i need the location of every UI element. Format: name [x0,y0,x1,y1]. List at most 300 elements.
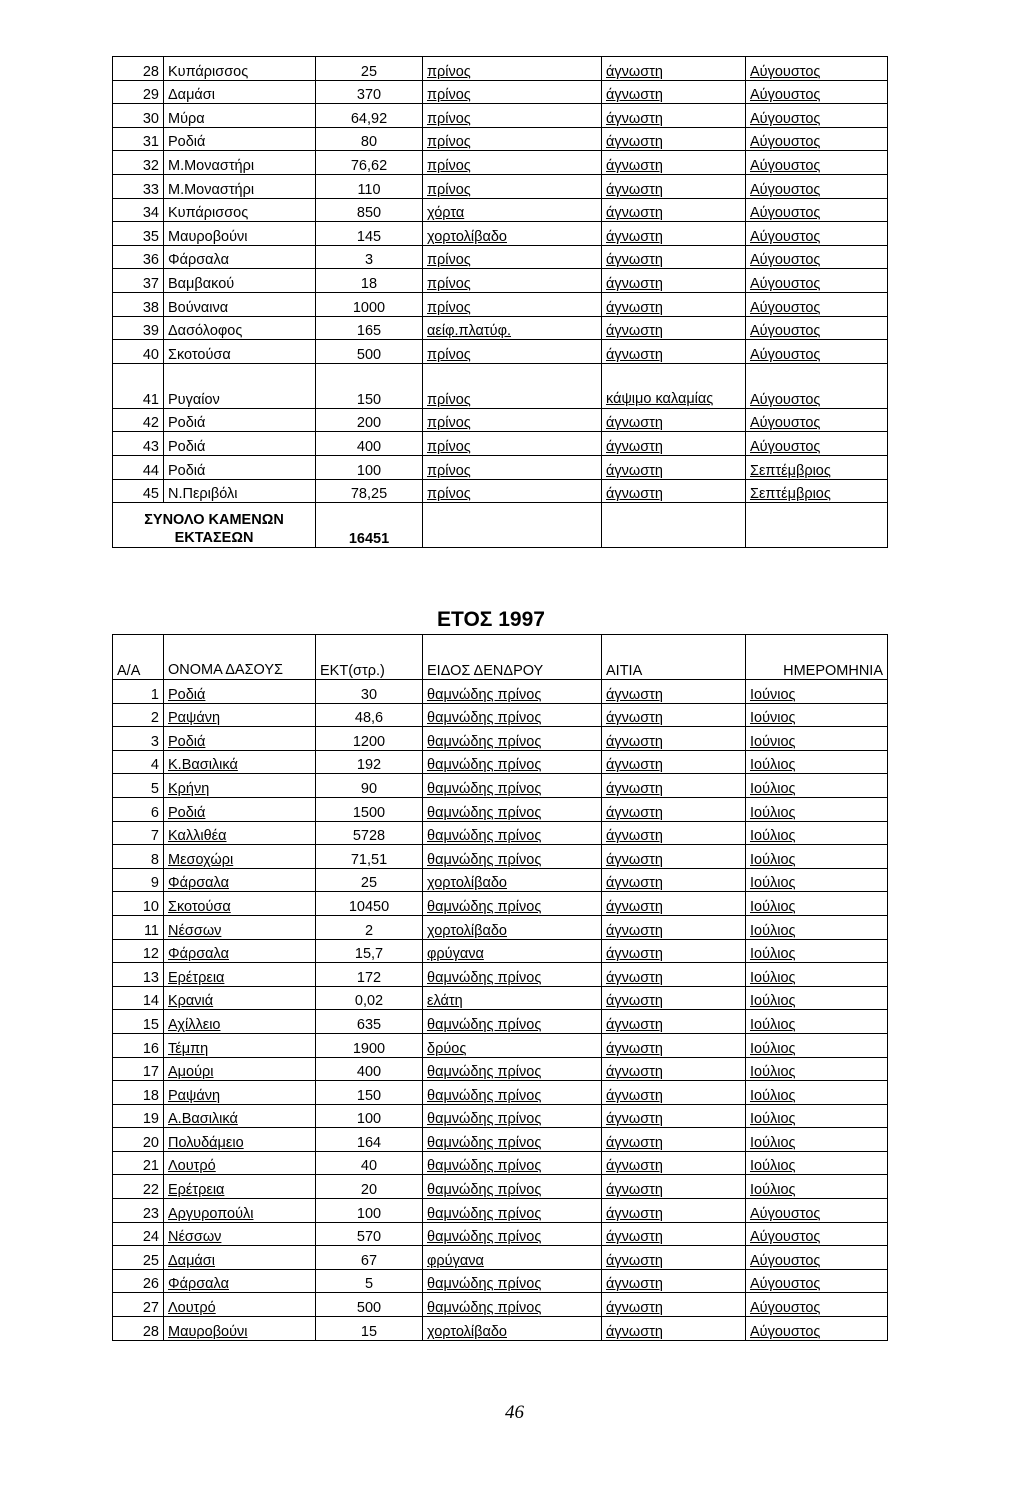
cell-forest-name: Λουτρό [164,1293,316,1317]
table-row [113,797,888,821]
table-row [113,1246,888,1270]
cell-forest-name: Λουτρό [164,1151,316,1175]
cell-row-number: 22 [113,1175,164,1199]
table-row [113,1175,888,1199]
cell-tree-type: ελάτη [423,986,602,1010]
cell-row-number: 44 [113,455,164,479]
cell-area: 64,92 [316,104,423,128]
cell-month: Ιούλιος [746,1081,888,1105]
cell-tree-type: χορτολίβαδο [423,222,602,246]
cell-tree-type: θαμνώδης πρίνος [423,797,602,821]
cell-row-number: 28 [113,57,164,81]
cell-month: Αύγουστος [746,363,888,408]
cell-forest-name: Δασόλοφος [164,316,316,340]
cell-forest-name: Σκοτούσα [164,892,316,916]
cell-forest-name: Ερέτρεια [164,963,316,987]
cell-area: 100 [316,455,423,479]
cell-area: 76,62 [316,151,423,175]
cell-forest-name: Αχίλλειο [164,1010,316,1034]
table-row [113,774,888,798]
cell-row-number: 4 [113,750,164,774]
cell-forest-name: Φάρσαλα [164,868,316,892]
cell-row-number: 11 [113,915,164,939]
cell-forest-name: Αμούρι [164,1057,316,1081]
cell-cause: άγνωστη [602,703,746,727]
table-row [113,986,888,1010]
cell-forest-name: Φάρσαλα [164,245,316,269]
cell-cause: άγνωστη [602,892,746,916]
cell-forest-name: Δαμάσι [164,80,316,104]
cell-area: 40 [316,1151,423,1175]
cell-cause: άγνωστη [602,316,746,340]
cell-month: Αύγουστος [746,408,888,432]
cell-cause: άγνωστη [602,1199,746,1223]
cell-cause: άγνωστη [602,80,746,104]
cell-month: Αύγουστος [746,1199,888,1223]
fires-1997-body [113,680,888,1341]
cell-row-number: 40 [113,340,164,364]
cell-forest-name: Κρανιά [164,986,316,1010]
table-row [113,1057,888,1081]
table-row [113,868,888,892]
cell-row-number: 7 [113,821,164,845]
cell-tree-type: πρίνος [423,245,602,269]
cell-row-number: 33 [113,174,164,198]
cell-tree-type: θαμνώδης πρίνος [423,1199,602,1223]
table-row [113,750,888,774]
cell-row-number: 27 [113,1293,164,1317]
cell-area: 165 [316,316,423,340]
cell-forest-name: Ν.Περιβόλι [164,479,316,503]
table-row [113,174,888,198]
table-row [113,1222,888,1246]
table-row [113,821,888,845]
cell-area: 5 [316,1269,423,1293]
cell-area: 150 [316,363,423,408]
table-row [113,340,888,364]
cell-tree-type: θαμνώδης πρίνος [423,845,602,869]
cell-cause: άγνωστη [602,1246,746,1270]
cell-row-number: 1 [113,680,164,704]
table-row [113,104,888,128]
cell-cause: άγνωστη [602,1293,746,1317]
fires-table-1997 [112,634,888,1341]
cell-area: 10450 [316,892,423,916]
cell-area: 635 [316,1010,423,1034]
cell-tree-type: θαμνώδης πρίνος [423,1128,602,1152]
table-row [113,479,888,503]
cell-tree-type: πρίνος [423,127,602,151]
table-row [113,1104,888,1128]
cell-row-number: 18 [113,1081,164,1105]
cell-forest-name: Ροδιά [164,432,316,456]
cell-tree-type: πρίνος [423,57,602,81]
cell-tree-type: θαμνώδης πρίνος [423,1081,602,1105]
cell-area: 192 [316,750,423,774]
fires-table-body [113,57,888,503]
cell-cause: άγνωστη [602,432,746,456]
cell-row-number: 42 [113,408,164,432]
cell-month: Ιούλιος [746,868,888,892]
cell-area: 0,02 [316,986,423,1010]
cell-forest-name: Μύρα [164,104,316,128]
cell-tree-type: θαμνώδης πρίνος [423,1010,602,1034]
cell-area: 1900 [316,1033,423,1057]
cell-month: Αύγουστος [746,1293,888,1317]
cell-area: 5728 [316,821,423,845]
cell-row-number: 5 [113,774,164,798]
cell-month: Αύγουστος [746,340,888,364]
cell-area: 400 [316,1057,423,1081]
cell-forest-name: Μαυροβούνι [164,1317,316,1341]
cell-tree-type: θαμνώδης πρίνος [423,963,602,987]
cell-cause: άγνωστη [602,727,746,751]
cell-forest-name: Βαμβακού [164,269,316,293]
table-row [113,1010,888,1034]
cell-month: Ιούλιος [746,750,888,774]
cell-cause: άγνωστη [602,986,746,1010]
cell-row-number: 26 [113,1269,164,1293]
cell-tree-type: θαμνώδης πρίνος [423,892,602,916]
cell-forest-name: Μαυροβούνι [164,222,316,246]
cell-area: 370 [316,80,423,104]
table-row [113,892,888,916]
cell-cause: άγνωστη [602,1010,746,1034]
table-row [113,292,888,316]
header-cause: ΑΙΤΙΑ [602,635,746,680]
cell-area: 164 [316,1128,423,1152]
cell-month: Αύγουστος [746,151,888,175]
cell-row-number: 21 [113,1151,164,1175]
cell-cause: άγνωστη [602,963,746,987]
cell-month: Ιούλιος [746,892,888,916]
cell-cause: άγνωστη [602,750,746,774]
table-row [113,845,888,869]
cell-month: Ιούλιος [746,774,888,798]
cell-cause: άγνωστη [602,868,746,892]
cell-area: 18 [316,269,423,293]
table-row [113,408,888,432]
year-heading: ΕΤΟΣ 1997 [437,608,545,631]
cell-cause: άγνωστη [602,1128,746,1152]
cell-month: Σεπτέμβριος [746,479,888,503]
cell-forest-name: Φάρσαλα [164,1269,316,1293]
cell-tree-type: πρίνος [423,479,602,503]
cell-area: 90 [316,774,423,798]
cell-forest-name: Βούναινα [164,292,316,316]
cell-month: Ιούνιος [746,727,888,751]
cell-forest-name: Ροδιά [164,455,316,479]
table-row [113,1317,888,1341]
cell-forest-name: Καλλιθέα [164,821,316,845]
cell-month: Αύγουστος [746,127,888,151]
cell-tree-type: φρύγανα [423,939,602,963]
cell-cause: άγνωστη [602,821,746,845]
cell-row-number: 9 [113,868,164,892]
cell-cause: άγνωστη [602,198,746,222]
empty-cell [746,503,888,548]
cell-month: Αύγουστος [746,1269,888,1293]
cell-area: 3 [316,245,423,269]
cell-row-number: 3 [113,727,164,751]
cell-tree-type: θαμνώδης πρίνος [423,680,602,704]
cell-row-number: 24 [113,1222,164,1246]
cell-month: Αύγουστος [746,80,888,104]
cell-row-number: 2 [113,703,164,727]
cell-area: 20 [316,1175,423,1199]
table-row [113,915,888,939]
table-row [113,316,888,340]
cell-forest-name: Νέσσων [164,915,316,939]
cell-tree-type: θαμνώδης πρίνος [423,1222,602,1246]
cell-area: 15,7 [316,939,423,963]
cell-forest-name: Κυπάρισσος [164,198,316,222]
cell-month: Ιούλιος [746,797,888,821]
cell-area: 100 [316,1199,423,1223]
cell-cause: άγνωστη [602,1057,746,1081]
cell-cause: άγνωστη [602,127,746,151]
cell-area: 850 [316,198,423,222]
cell-area: 1000 [316,292,423,316]
table-row [113,151,888,175]
cell-area: 200 [316,408,423,432]
cell-row-number: 6 [113,797,164,821]
table-row [113,1269,888,1293]
cell-month: Αύγουστος [746,104,888,128]
cell-month: Αύγουστος [746,174,888,198]
cell-row-number: 38 [113,292,164,316]
cell-row-number: 45 [113,479,164,503]
cell-tree-type: αείφ.πλατύφ. [423,316,602,340]
cell-area: 2 [316,915,423,939]
table-row [113,57,888,81]
header-area: ΕΚΤ(στρ.) [316,635,423,680]
cell-area: 15 [316,1317,423,1341]
cell-tree-type: πρίνος [423,340,602,364]
cell-area: 30 [316,680,423,704]
cell-area: 150 [316,1081,423,1105]
cell-cause: άγνωστη [602,915,746,939]
cell-forest-name: Σκοτούσα [164,340,316,364]
cell-tree-type: πρίνος [423,363,602,408]
table-row [113,727,888,751]
cell-area: 400 [316,432,423,456]
cell-row-number: 39 [113,316,164,340]
cell-forest-name: Ροδιά [164,797,316,821]
header-row [113,635,888,680]
cell-cause: άγνωστη [602,269,746,293]
cell-cause: άγνωστη [602,57,746,81]
cell-area: 145 [316,222,423,246]
table-row [113,245,888,269]
cell-cause: άγνωστη [602,1081,746,1105]
cell-tree-type: θαμνώδης πρίνος [423,821,602,845]
table-row [113,1151,888,1175]
cell-tree-type: χόρτα [423,198,602,222]
cell-row-number: 20 [113,1128,164,1152]
header-forest-name: ΟΝΟΜΑ ΔΑΣΟΥΣ [164,635,316,680]
cell-row-number: 23 [113,1199,164,1223]
cell-forest-name: Τέμπη [164,1033,316,1057]
cell-area: 570 [316,1222,423,1246]
cell-forest-name: Ραψάνη [164,1081,316,1105]
header-aa: Α/Α [113,635,164,680]
cell-cause: άγνωστη [602,1151,746,1175]
cell-tree-type: θαμνώδης πρίνος [423,1269,602,1293]
cell-forest-name: Φάρσαλα [164,939,316,963]
cell-row-number: 25 [113,1246,164,1270]
cell-month: Αύγουστος [746,1246,888,1270]
cell-row-number: 10 [113,892,164,916]
cell-row-number: 12 [113,939,164,963]
cell-tree-type: θαμνώδης πρίνος [423,1293,602,1317]
cell-area: 1500 [316,797,423,821]
cell-month: Ιούλιος [746,845,888,869]
cell-row-number: 30 [113,104,164,128]
total-label: ΣΥΝΟΛΟ ΚΑΜΕΝΩΝ ΕΚΤΑΣΕΩΝ [113,503,316,548]
cell-cause: άγνωστη [602,104,746,128]
cell-area: 500 [316,1293,423,1317]
cell-cause: άγνωστη [602,408,746,432]
cell-area: 172 [316,963,423,987]
cell-month: Αύγουστος [746,198,888,222]
cell-month: Ιούνιος [746,680,888,704]
cell-cause: άγνωστη [602,1175,746,1199]
cell-forest-name: Μ.Μοναστήρι [164,151,316,175]
cell-row-number: 17 [113,1057,164,1081]
table-row [113,455,888,479]
cell-month: Αύγουστος [746,1317,888,1341]
table-row [113,1081,888,1105]
cell-row-number: 16 [113,1033,164,1057]
cell-month: Ιούλιος [746,939,888,963]
total-value: 16451 [316,503,423,548]
cell-cause: άγνωστη [602,1033,746,1057]
table-row [113,963,888,987]
cell-forest-name: Ερέτρεια [164,1175,316,1199]
cell-tree-type: θαμνώδης πρίνος [423,1104,602,1128]
cell-tree-type: θαμνώδης πρίνος [423,703,602,727]
cell-cause: άγνωστη [602,797,746,821]
cell-month: Αύγουστος [746,269,888,293]
table-row [113,1128,888,1152]
cell-forest-name: Μ.Μοναστήρι [164,174,316,198]
cell-cause: άγνωστη [602,774,746,798]
cell-area: 1200 [316,727,423,751]
table-row [113,269,888,293]
cell-tree-type: θαμνώδης πρίνος [423,727,602,751]
cell-month: Σεπτέμβριος [746,455,888,479]
table-row [113,127,888,151]
cell-tree-type: φρύγανα [423,1246,602,1270]
cell-tree-type: χορτολίβαδο [423,868,602,892]
table-row [113,222,888,246]
cell-area: 110 [316,174,423,198]
cell-forest-name: Αργυροπούλι [164,1199,316,1223]
cell-tree-type: πρίνος [423,455,602,479]
cell-cause: άγνωστη [602,1104,746,1128]
cell-month: Αύγουστος [746,432,888,456]
cell-cause: κάψιμο καλαμίας [602,363,746,408]
cell-cause: άγνωστη [602,292,746,316]
cell-row-number: 31 [113,127,164,151]
cell-month: Αύγουστος [746,292,888,316]
table-row [113,1293,888,1317]
table-row [113,80,888,104]
cell-month: Ιούλιος [746,963,888,987]
cell-forest-name: Ροδιά [164,408,316,432]
cell-tree-type: πρίνος [423,151,602,175]
cell-month: Ιούλιος [746,1057,888,1081]
cell-area: 67 [316,1246,423,1270]
cell-month: Ιούλιος [746,1010,888,1034]
table-row [113,939,888,963]
cell-month: Αύγουστος [746,1222,888,1246]
cell-month: Ιούλιος [746,1033,888,1057]
cell-cause: άγνωστη [602,455,746,479]
cell-row-number: 32 [113,151,164,175]
cell-row-number: 41 [113,363,164,408]
cell-tree-type: πρίνος [423,292,602,316]
cell-month: Ιούλιος [746,1175,888,1199]
cell-forest-name: Ροδιά [164,727,316,751]
table-row [113,363,888,408]
cell-month: Ιούλιος [746,986,888,1010]
cell-tree-type: πρίνος [423,408,602,432]
cell-row-number: 28 [113,1317,164,1341]
table-row [113,198,888,222]
cell-tree-type: πρίνος [423,80,602,104]
cell-tree-type: θαμνώδης πρίνος [423,750,602,774]
table-row [113,432,888,456]
cell-row-number: 8 [113,845,164,869]
cell-tree-type: θαμνώδης πρίνος [423,1175,602,1199]
cell-area: 25 [316,57,423,81]
cell-area: 78,25 [316,479,423,503]
empty-cell [423,503,602,548]
cell-cause: άγνωστη [602,1269,746,1293]
header-tree-type: ΕΙΔΟΣ ΔΕΝΔΡΟΥ [423,635,602,680]
cell-area: 71,51 [316,845,423,869]
cell-forest-name: Μεσοχώρι [164,845,316,869]
cell-cause: άγνωστη [602,939,746,963]
cell-area: 25 [316,868,423,892]
cell-row-number: 35 [113,222,164,246]
table-row [113,703,888,727]
cell-tree-type: δρύος [423,1033,602,1057]
cell-tree-type: πρίνος [423,104,602,128]
cell-tree-type: θαμνώδης πρίνος [423,774,602,798]
cell-cause: άγνωστη [602,340,746,364]
cell-tree-type: πρίνος [423,174,602,198]
header-date: ΗΜΕΡΟΜΗΝΙΑ [746,635,888,680]
cell-month: Αύγουστος [746,316,888,340]
cell-cause: άγνωστη [602,479,746,503]
cell-tree-type: πρίνος [423,269,602,293]
cell-forest-name: Νέσσων [164,1222,316,1246]
cell-month: Ιούνιος [746,703,888,727]
cell-tree-type: χορτολίβαδο [423,1317,602,1341]
cell-row-number: 14 [113,986,164,1010]
cell-forest-name: Κυπάρισσος [164,57,316,81]
cell-month: Αύγουστος [746,245,888,269]
table-row [113,680,888,704]
cell-forest-name: Κ.Βασιλικά [164,750,316,774]
cell-row-number: 36 [113,245,164,269]
cell-forest-name: Ρυγαίον [164,363,316,408]
cell-tree-type: θαμνώδης πρίνος [423,1057,602,1081]
cell-cause: άγνωστη [602,845,746,869]
